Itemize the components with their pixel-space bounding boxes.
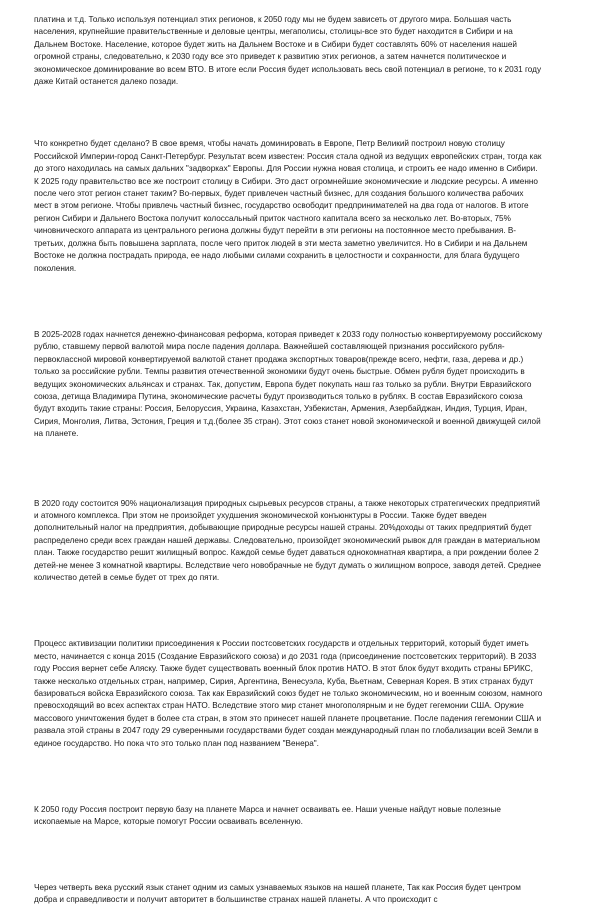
paragraph-mars: К 2050 году Россия построит первую базу на планете Марса и начнет осваивать ее. Наши ученые найдут новые полезные ископаемые на Марсе, которые помогут России осваивать вселенную.: [34, 805, 501, 827]
paragraph-regions: платина и т.д. Только используя потенциал этих регионов, к 2050 году мы не будем зависеть от другого мира. Большая часть населения, крупнейшие правительственные и деловые центры, мегаполисы, столицы-все это будет находится в Сибири и на Дальнем Востоке. Население, которое будет жить на Дальнем Востоке и в Сибири будет составлять 60% от населения нашей огромной страны, следовательно, к 2030 году все это приведет к развитию этих регионов, а затем начнется политическое и экономическое доминирование во всем ВТО. В итоге если Россия будет использовать весь свой потенциал в регионе, то к 2031 году даже Китай останется далеко позади.: [34, 15, 542, 87]
paragraph-nationalization: В 2020 году состоится 90% национализация природных сырьевых ресурсов страны, а также некоторых стратегических предприятий и атомного комплекса. При этом не произойдет ухудшения экономической конъюнктуры в России. Также будет введен дополнительный налог на предприятия, добывающие природные ресурсы нашей страны. 20%доходы от таких предприятий будет распределено среди всех граждан нашей державы. Следовательно, произойдет экономический рывок для граждан в материальном план. Также государство решит жилищный вопрос. Каждой семье будет даваться однокомнатная квартира, а при рождении более 2 детей-не менее 3 комнатной квартиры. Вследствие чего новобрачные не будут думать о жилищном вопросе, заводя детей. Среднее количество детей в семье будет от трех до пяти.: [34, 498, 542, 582]
paragraph-integration: Процесс активизации политики присоединения к России постсоветских государств и отдельных территорий, который будет иметь место, начинается с конца 2015 (Создание Евразийского союза) и до 2031 года (присоединение постсоветских территорий). В 2033 году Россия вернет себе Аляску. Также будет существовать военный блок против НАТО. В этот блок будут входить страны БРИКС, также несколько отдельных стран, например, Сирия, Аргентина, Венесуэла, Куба, Вьетнам, Северная Корея. В этих странах будут базироваться войска Евразийского союза. Так как Евразийский союз будет не только экономическим, но и военным союзом, намного превосходящий во всех аспектах стран НАТО. Вследствие этого мир станет многополярным и не будет гегемонии США. Оружие массового уничтожения будет в более ста стран, в этом это принесет нашей планете процветание. После падения гегемонии США и развала этой страны в 2047 году 29 суверенными государствами будет создан международный план по глобализации всей Земли в единое государство. Но пока что это только план под названием "Венера".: [34, 639, 543, 748]
paragraph-language: Через четверть века русский язык станет одним из самых узнаваемых языков на нашей планете, Так как Россия будет центром добра и справедливости и получит авторитет в большинстве странах нашей планеты. А что происходит с: [34, 882, 521, 905]
paragraph-currency-reform: В 2025-2028 годах начнется денежно-финансовая реформа, которая приведет к 2033 году полностью конвертируемому российскому рублю, ставшему первой валютой мира после падения доллара. Важнейшей составляющей признания российского рубля-первоклассной мировой конвертируемой валютой станет продажа экспортных товаров(прежде всего, нефти, газа, дерева и др.) только за российские рубли. Темпы развития отечественной экономики будут очень быстрые. Обмен рубля будет происходить в ведущих экономических альянсах и странах. Так, допустим, Европа будет покупать наш газ только за рубли. Внутри Евразийского союза, детища Владимира Путина, экономические расчеты будут производиться только в рублях. В состав Евразийского союза будут входить такие страны: Россия, Белоруссия, Украина, Казахстан, Узбекистан, Армения, Азербайджан, Индия, Турция, Иран, Сирия, Монголия, Литва, Эстония, Греция и т.д.(более 35 стран). Этот союз станет новой экономической и военной движущей силой на планете.: [34, 329, 543, 439]
paragraph-new-capital: Что конкретно будет сделано? В свое время, чтобы начать доминировать в Европе, Петр Великий построил новую столицу Российской Империи-город Санкт-Петербург. Результат всем известен: Россия стала одной из ведущих европейских стран, тогда как до этого находилась на самых дальних "задворках" Европы. Для России нужна новая столица, и строить ее надо именно в Сибири. К 2025 году правительство все же построит столицу в Сибири. Это даст огромнейшие экономические и людские ресурсы. А именно после чего этот регион станет таким? Во-первых, будет привлечен частный бизнес, для создания большого количества рабочих мест в этом регионе. Чтобы привлечь частный бизнес, государство освободит предпринимателей на два года от налогов. В итоге регион Сибири и Дальнего Востока получит колоссальный приток частного капитала всего за несколько лет. Во-вторых, 75% чиновнического аппарата из центрального региона должны будут перейти в эти регионы на постоянное место пребывания. В-третьих, должна быть повышена зарплата, после чего приток людей в эти места заметно увеличится. Но в Сибири и на Дальнем Востоке не должна пострадать природа, ее надо любыми силами сохранить в целостности и сохранности, для блага будущего поколения.: [34, 139, 542, 273]
